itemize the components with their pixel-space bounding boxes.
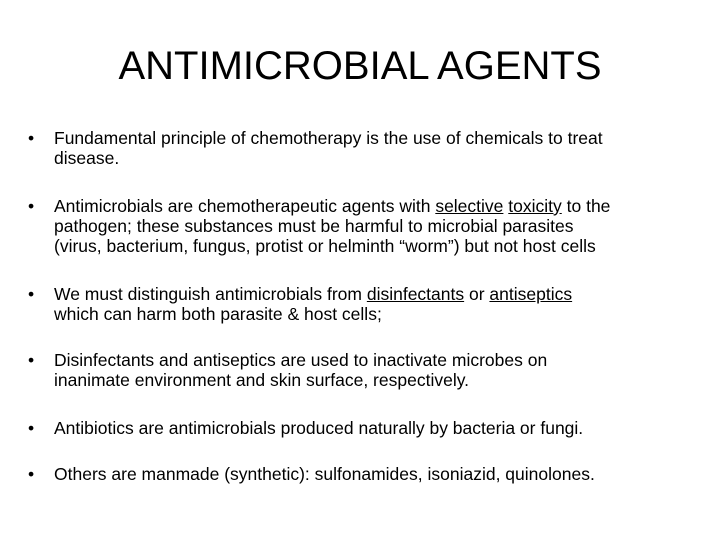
- bullet-line: disease.: [54, 148, 120, 168]
- bullet-line: Disinfectants and antiseptics are used to inactivate microbes on: [54, 350, 548, 370]
- bullet-marker: •: [28, 350, 35, 370]
- bullet-line: inanimate environment and skin surface, respectively.: [54, 370, 470, 390]
- bullet-text: [54, 196, 698, 256]
- bullet-line: Fundamental principle of chemotherapy is the use of chemicals to treat: [54, 128, 603, 148]
- bullet-line: Antibiotics are antimicrobials produced naturally by bacteria or fungi.: [54, 418, 584, 438]
- bullet-line: [54, 196, 698, 216]
- bullet-line: [54, 284, 698, 304]
- underlined-term-disinfectants: disinfectants: [366, 284, 465, 304]
- bullet-text: [54, 350, 698, 390]
- bullet-marker: •: [28, 196, 35, 216]
- underlined-term-selective: selective: [435, 196, 504, 216]
- bullet-text: [54, 418, 698, 438]
- underlined-term-antiseptics: antiseptics: [489, 284, 573, 304]
- text-segment: We must distinguish antimicrobials from: [54, 284, 367, 304]
- bullet-text: [54, 128, 698, 168]
- text-segment: or: [464, 284, 490, 304]
- bullet-marker: •: [28, 418, 35, 438]
- text-segment: Antimicrobials are chemotherapeutic agents with: [54, 196, 436, 216]
- text-segment: to the: [561, 196, 611, 216]
- bullet-text: [54, 464, 698, 484]
- bullet-line: Others are manmade (synthetic): sulfonamides, isoniazid, quinolones.: [54, 464, 595, 484]
- bullet-line: pathogen; these substances must be harmful to microbial parasites: [54, 216, 574, 236]
- bullet-line: which can harm both parasite & host cells;: [54, 304, 382, 324]
- bullet-line: (virus, bacterium, fungus, protist or helminth “worm”) but not host cells: [54, 236, 596, 256]
- bullet-marker: •: [28, 464, 35, 484]
- bullet-text: [54, 284, 698, 324]
- underlined-term-toxicity: toxicity: [508, 196, 562, 216]
- slide-title: ANTIMICROBIAL AGENTS: [118, 44, 602, 88]
- bullet-marker: •: [28, 284, 35, 304]
- bullet-marker: •: [28, 128, 35, 148]
